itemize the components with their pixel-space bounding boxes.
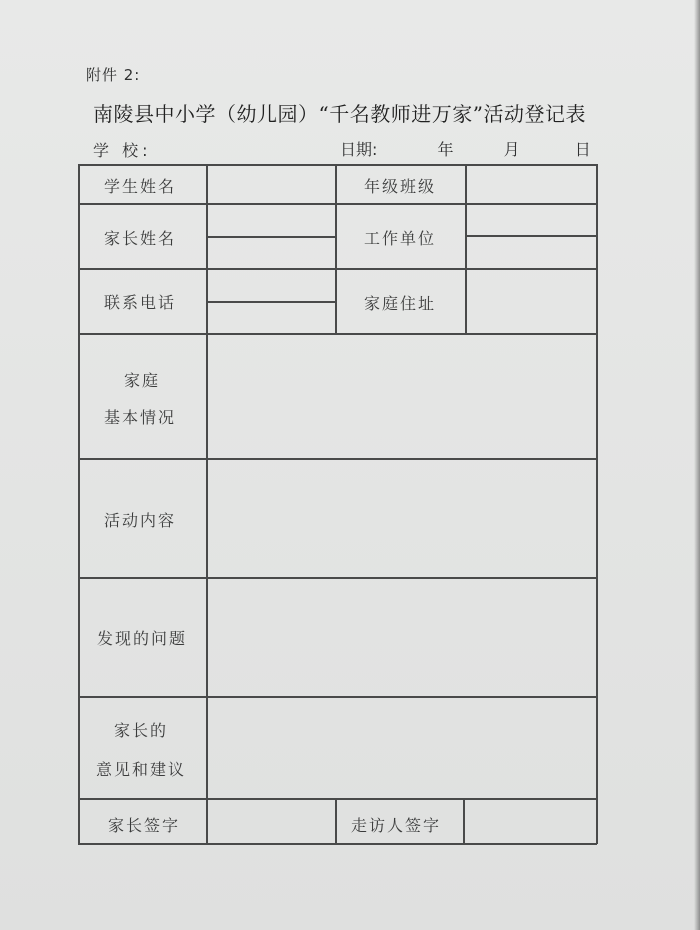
month-label: 月: [503, 140, 520, 159]
row-divider-1: [78, 203, 597, 205]
parent-name-label: 家长姓名: [104, 229, 177, 248]
parent-opinion-label-line2: 意见和建议: [96, 760, 187, 779]
date-label: 日期:: [340, 140, 378, 159]
student-name-label: 学生姓名: [104, 177, 177, 196]
parent-signature-label: 家长签字: [108, 816, 181, 835]
table-right-border: [596, 164, 598, 844]
middle-column-divider-bottom: [335, 798, 337, 844]
activity-content-label: 活动内容: [104, 511, 177, 530]
family-basic-label-line2: 基本情况: [104, 408, 177, 427]
row-divider-7: [78, 798, 597, 800]
work-unit-split-line: [466, 235, 597, 237]
day-label: 日: [574, 140, 591, 159]
parent-opinion-label-line1: 家长的: [114, 721, 169, 740]
table-top-border: [78, 164, 597, 166]
attachment-label: 附件 2:: [86, 66, 141, 84]
school-label: 学 校:: [93, 141, 152, 160]
phone-split-line: [207, 301, 335, 303]
phone-label: 联系电话: [104, 293, 177, 312]
year-label: 年: [437, 140, 454, 159]
row-divider-6: [78, 696, 597, 698]
table-left-border: [78, 164, 80, 844]
row-divider-4: [78, 458, 597, 460]
grade-class-label: 年级班级: [364, 177, 437, 196]
problems-found-label: 发现的问题: [97, 629, 188, 648]
address-label: 家庭住址: [364, 294, 437, 313]
family-basic-label-line1: 家庭: [124, 371, 161, 390]
parent-name-split-line: [207, 236, 335, 238]
visitor-signature-label: 走访人签字: [351, 816, 442, 835]
work-unit-label: 工作单位: [364, 229, 437, 248]
row-divider-2: [78, 268, 597, 270]
middle-column-divider-top: [335, 164, 337, 334]
label-column-divider: [206, 164, 208, 844]
row-divider-3: [78, 333, 597, 335]
right-value-divider-top: [465, 164, 467, 334]
row-divider-5: [78, 577, 597, 579]
form-title: 南陵县中小学（幼儿园）“千名教师进万家”活动登记表: [93, 102, 586, 126]
right-value-divider-bottom: [463, 798, 465, 844]
table-bottom-border: [78, 843, 597, 845]
